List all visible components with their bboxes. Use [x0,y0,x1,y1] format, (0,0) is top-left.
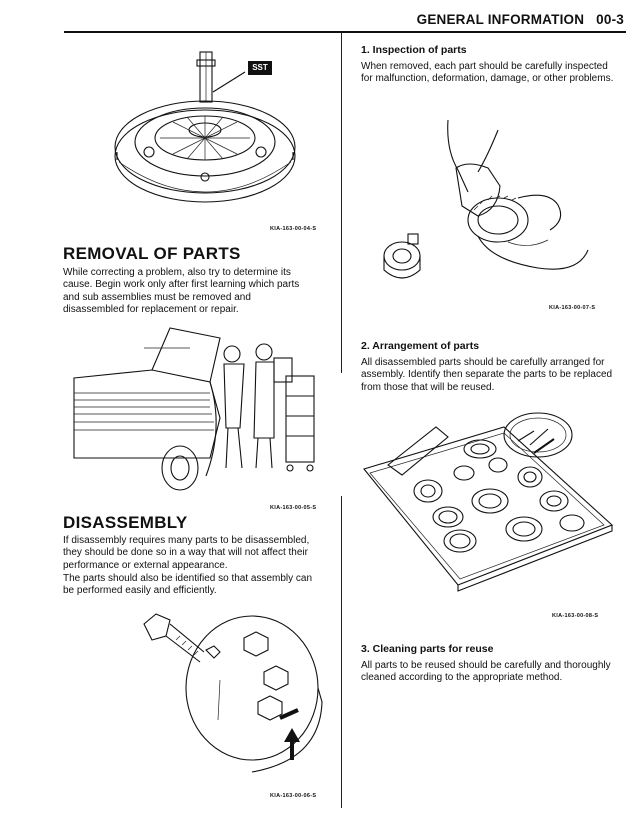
text-line: While correcting a problem, also try to determine its [63,267,291,278]
parts-tray-illustration [358,405,616,595]
mechanics-at-car-illustration [60,318,342,496]
figure-code: KIA-163-00-08-S [552,613,599,619]
text-line: If disassembly requires many parts to be disassembled, [63,535,310,546]
text-line: cleaned according to the appropriate method. [361,672,563,684]
sst-tag [248,61,272,75]
figure-code: KIA-163-00-04-S [270,226,317,232]
header-title: GENERAL INFORMATION [416,12,585,27]
text-line: from those that will be reused. [361,381,495,393]
disassembly-heading: DISASSEMBLY [63,513,188,532]
sst-label: SST [252,63,268,72]
section-1-heading: 1. Inspection of parts [361,44,467,56]
hands-inspecting-bearing-illustration [378,110,598,300]
disassembly-paragraph-1 [63,535,341,572]
text-line: All parts to be reused should be carefully and thoroughly [361,660,611,671]
text-line: for malfunction, deformation, damage, or other problems. [361,73,614,85]
figure-code: KIA-163-00-07-S [549,305,596,311]
figure-code: KIA-163-00-06-S [270,793,317,799]
disassembly-paragraph-2 [63,573,341,598]
section-1-paragraph [361,61,631,86]
text-line: When removed, each part should be carefully inspected [361,61,608,72]
text-line: performance or external appearance. [63,559,228,571]
text-line: they should be done so in a way that will not affect their [63,547,308,559]
text-line: The parts should also be identified so that assembly can [63,573,313,584]
section-3-paragraph [361,660,631,685]
page-number: 00-3 [596,12,624,27]
clutch-assembly-illustration [105,52,315,212]
section-2-paragraph [361,357,631,394]
header-rule [64,31,626,33]
text-line: and sub assemblies must be removed and [63,291,251,303]
text-line: All disassembled parts should be carefully arranged for [361,357,605,368]
text-line: disassembled for replacement or repair. [63,304,239,316]
text-line: assembly. Identify then separate the parts to be replaced [361,369,613,381]
section-3-heading: 3. Cleaning parts for reuse [361,643,494,655]
section-2-heading: 2. Arrangement of parts [361,340,480,352]
page-header [417,12,624,27]
bolt-and-hub-illustration [140,610,330,780]
figure-code: KIA-163-00-05-S [270,505,317,511]
text-line: be performed easily and efficiently. [63,585,217,597]
text-line: cause. Begin work only after first learning which parts [63,279,300,291]
removal-paragraph [63,267,341,317]
removal-heading: REMOVAL OF PARTS [63,244,241,263]
